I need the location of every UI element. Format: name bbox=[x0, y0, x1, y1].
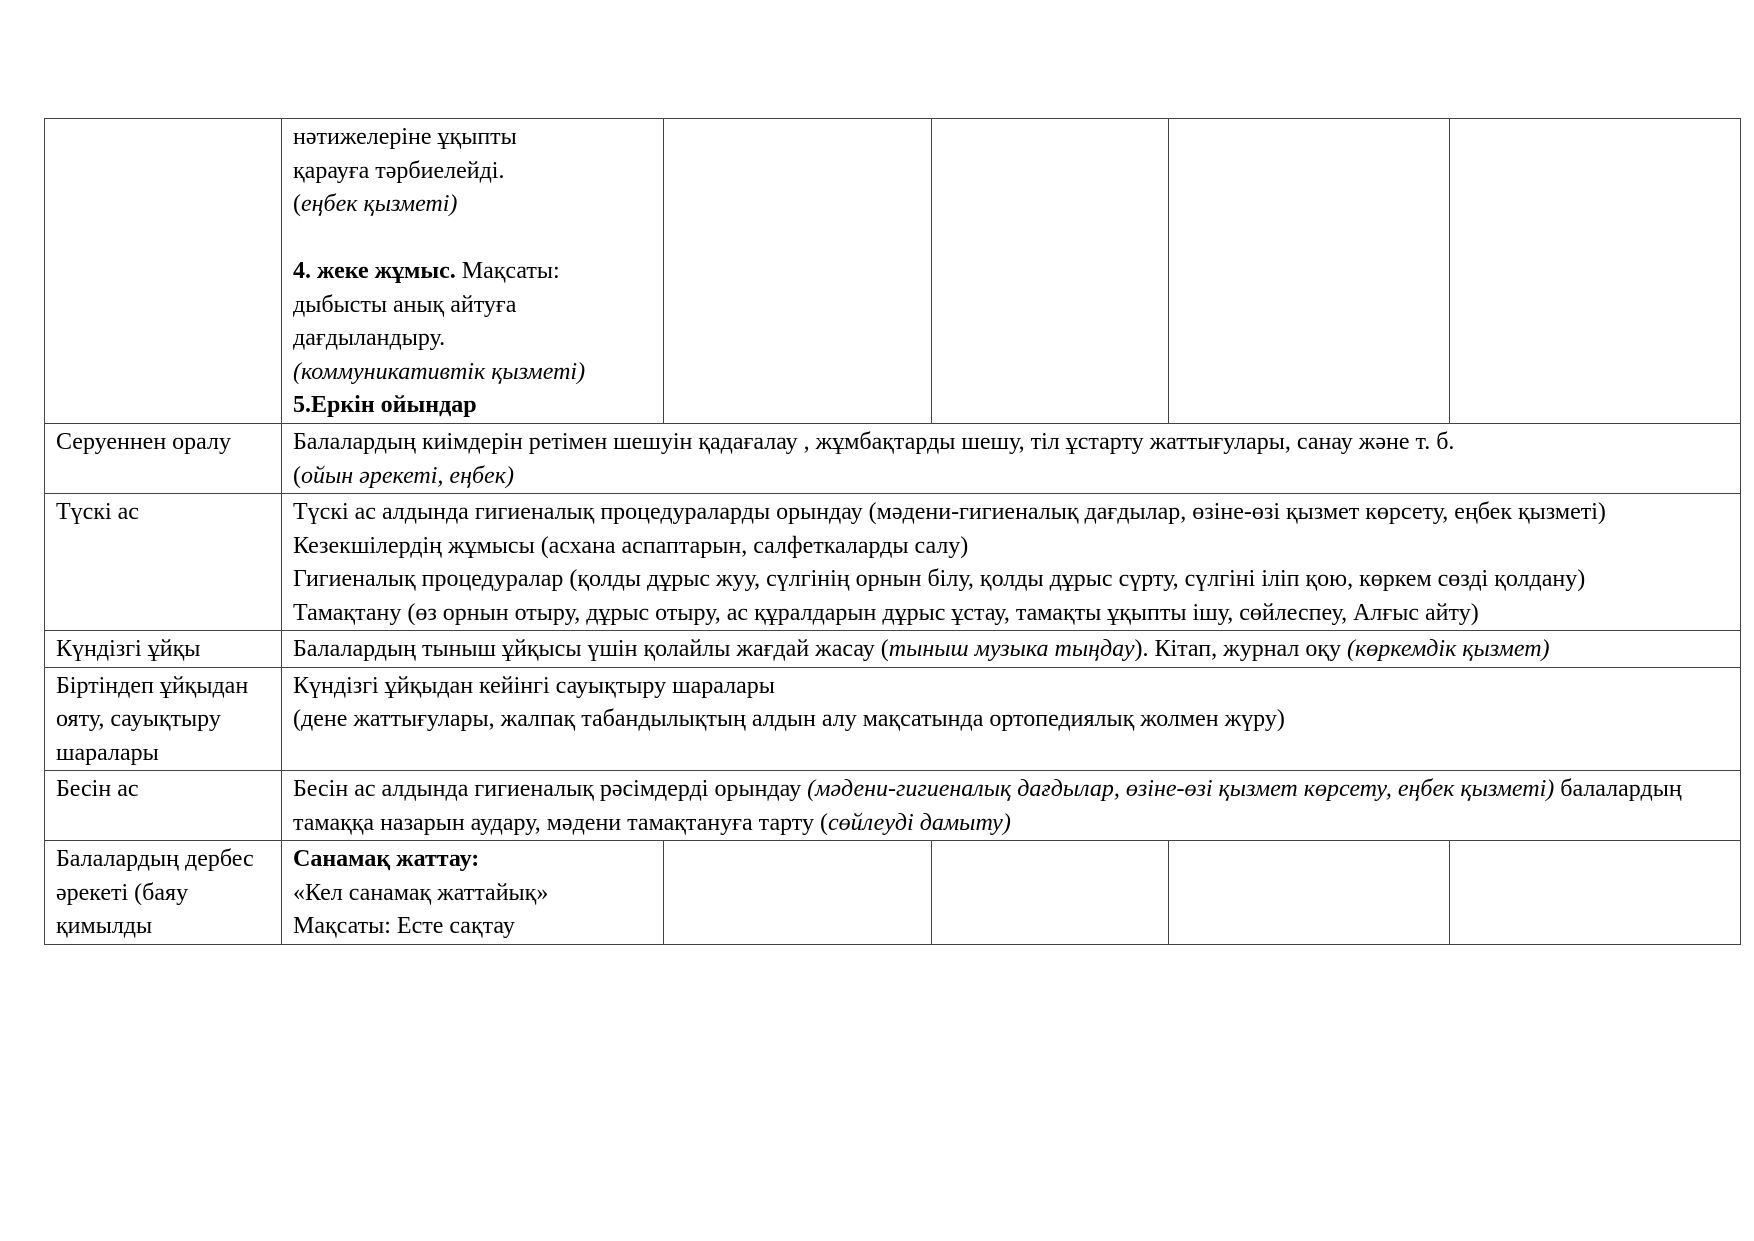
text-line: 5.Еркін ойындар bbox=[293, 392, 477, 418]
text-line: Мақсаты: Есте сақтау bbox=[293, 913, 515, 939]
row-label: Бесін ас bbox=[45, 771, 282, 841]
activity-cell bbox=[282, 494, 1741, 631]
text-line: дыбысты анық айтуға bbox=[293, 291, 517, 318]
table-row bbox=[45, 631, 1741, 668]
table-row bbox=[45, 841, 1741, 945]
table-row bbox=[45, 667, 1741, 771]
daily-plan-table bbox=[44, 118, 1741, 945]
row-label: Біртіндеп ұйқыдан ояту, сауықтыру шаралары bbox=[45, 667, 282, 771]
activity-cell: Бесін ас алдында гигиеналық рәсімдерді орындау (мәдени-гигиеналық дағдылар, өзіне-өзі қызмет көрсету, еңбек қызметі) балалардың тамаққа назарын аудару, мәдени тамақтануға тарту (сөйлеуді дамыту) bbox=[282, 771, 1741, 841]
table-row bbox=[45, 424, 1741, 494]
activity-cell bbox=[282, 667, 1741, 771]
empty-cell bbox=[664, 841, 932, 945]
empty-cell bbox=[1169, 119, 1450, 424]
text-line: 4. жеке жұмыс. Мақсаты: bbox=[293, 258, 560, 284]
table-row bbox=[45, 494, 1741, 631]
blank-line bbox=[293, 222, 652, 256]
activity-cell: Балалардың тыныш ұйқысы үшін қолайлы жағдай жасау (тыныш музыка тыңдау). Кітап, журнал оқу (көркемдік қызмет) bbox=[282, 631, 1741, 668]
empty-cell bbox=[1450, 119, 1741, 424]
text-line: нәтижелеріне ұқыпты bbox=[293, 124, 517, 150]
paragraph: Күндізгі ұйқыдан кейінгі сауықтыру шаралары bbox=[293, 672, 775, 699]
text-line: «Кел санамақ жаттайық» bbox=[293, 879, 549, 906]
row-label: Түскі ас bbox=[45, 494, 282, 631]
text-line: (коммуникативтік қызметі) bbox=[293, 358, 586, 385]
row-label: Күндізгі ұйқы bbox=[45, 631, 282, 668]
row-label: Балалардың дербес әрекеті (баяу қимылды bbox=[45, 841, 282, 945]
paragraph: Тамақтану (өз орнын отыру, дұрыс отыру, ас құралдарын дұрыс ұстау, тамақты ұқыпты ішу, сөйлеспеу, Алғыс айту) bbox=[293, 599, 1479, 626]
empty-cell bbox=[1450, 841, 1741, 945]
empty-cell bbox=[932, 841, 1169, 945]
text-line: дағдыландыру. bbox=[293, 325, 446, 351]
text-line: (еңбек қызметі) bbox=[293, 191, 458, 217]
activity-cell bbox=[282, 119, 664, 424]
table-row bbox=[45, 771, 1741, 841]
empty-cell bbox=[1169, 841, 1450, 945]
text-line: Балалардың киімдерін ретімен шешуін қадағалау , жұмбақтарды шешу, тіл ұстарту жаттығулары, санау және т. б. bbox=[293, 429, 1455, 455]
paragraph: Түскі ас алдында гигиеналық процедураларды орындау (мәдени-гигиеналық дағдылар, өзіне-өзі қызмет көрсету, еңбек қызметі) bbox=[293, 499, 1606, 525]
paragraph: Гигиеналық процедуралар (қолды дұрыс жуу, сүлгінің орнын білу, қолды дұрыс сүрту, сүлгіні іліп қою, көркем сөзді қолдану) bbox=[293, 566, 1586, 592]
row-label-empty bbox=[45, 119, 282, 424]
activity-title: Санамақ жаттау: bbox=[293, 846, 480, 872]
activity-cell bbox=[282, 841, 664, 945]
text-line: қарауға тәрбиелейді. bbox=[293, 157, 505, 184]
row-label: Серуеннен оралу bbox=[45, 424, 282, 494]
table-row bbox=[45, 119, 1741, 424]
text-line: (ойын әрекеті, еңбек) bbox=[293, 462, 514, 489]
empty-cell bbox=[664, 119, 932, 424]
empty-cell bbox=[932, 119, 1169, 424]
activity-cell bbox=[282, 424, 1741, 494]
paragraph: (дене жаттығулары, жалпақ табандылықтың алдын алу мақсатында ортопедиялық жолмен жүру) bbox=[293, 706, 1285, 732]
paragraph: Кезекшілердің жұмысы (асхана аспаптарын, салфеткаларды салу) bbox=[293, 532, 969, 559]
